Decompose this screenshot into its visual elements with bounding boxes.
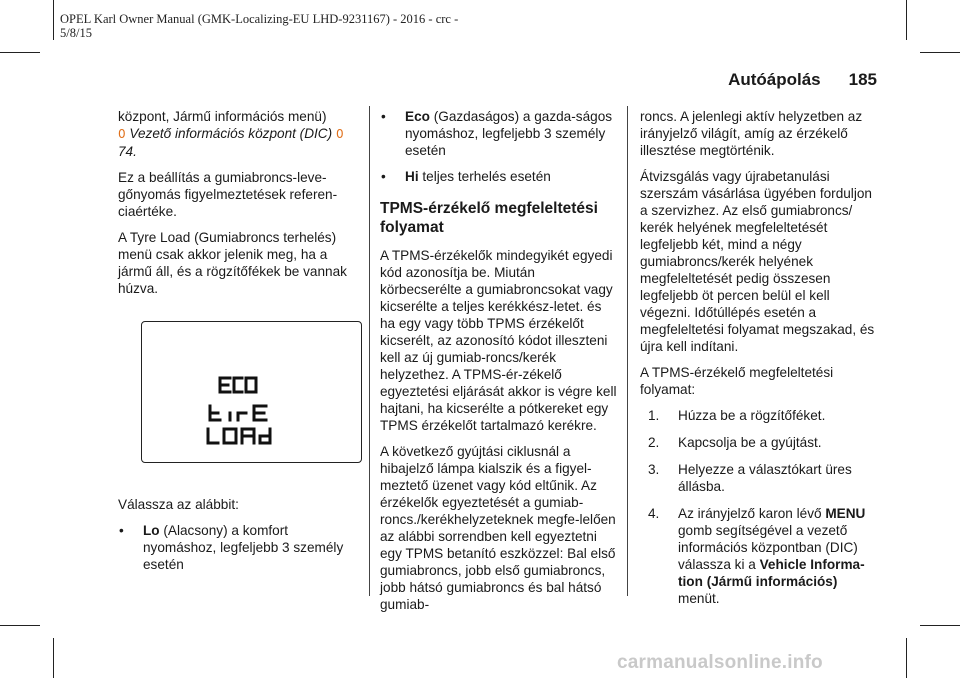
step-number: 1. bbox=[648, 408, 660, 423]
text: központ, Jármű információs menü) bbox=[118, 109, 327, 124]
tire-load-display-illustration bbox=[141, 321, 362, 463]
option-term: Eco bbox=[405, 109, 430, 124]
column-1-lower bbox=[118, 496, 363, 582]
list-item bbox=[380, 108, 618, 159]
crop-mark bbox=[906, 0, 907, 40]
bullet-icon: • bbox=[381, 169, 386, 184]
step-text: gomb segítségével a vezető információs központban (DIC) válassza ki a bbox=[678, 523, 858, 572]
paragraph: A TPMS-érzékelő megfeleltetési folyamat: bbox=[640, 365, 834, 397]
lcd-segment bbox=[208, 429, 270, 443]
document-header bbox=[60, 12, 458, 40]
crop-mark bbox=[0, 625, 40, 626]
option-description: (Gazdaságos) a gazda-ságos nyomáshoz, legfeljebb 3 személy esetén bbox=[405, 109, 613, 158]
step-item bbox=[640, 434, 880, 451]
option-description: (Alacsony) a komfort nyomáshoz, legfeljebb 3 személy esetén bbox=[143, 523, 344, 572]
arrow-icon: 0 bbox=[118, 127, 126, 141]
running-head bbox=[728, 70, 877, 90]
paragraph: A következő gyújtási ciklusnál a hibajelző lámpa kialszik és a figyel-meztető üzenet vagy kód eltűnik. Az érzékelők egyeztetését a gumiab-roncs./kerékhelyzeteknek megfe-lelően az alábbi sorrendben kell egyeztetni egy TPMS betanító eszközzel: Bal első gumiabroncs, jobb első gumiabroncs, jobb hátsó gumiabroncs és bal hátsó gumiab- bbox=[380, 444, 616, 612]
crop-mark bbox=[920, 52, 960, 53]
step-text: Az irányjelző karon lévő bbox=[678, 506, 826, 521]
menu-option-label: Vehicle Informa-tion (Jármű információs) bbox=[678, 557, 865, 589]
lcd-segment bbox=[210, 406, 266, 420]
crop-mark bbox=[920, 625, 960, 626]
paragraph: A TPMS-érzékelők mindegyikét egyedi kód azonosítja be. Miután körbecserélte a gumiabroncsokat vagy kicserélte a teljes kerékkész-letet. és ha egy vagy több TPMS érzékelőt kicserélt, az azonosító kódot illeszteni kell az új gumiab-roncs/kerék helyzethez. A TPMS-ér-zékelő egyeztetési eljárását akkor is végre kell hajtani, ha kicserélte a pótkereket egy TPMS érzékelőt tartalmazó kerékre. bbox=[380, 248, 617, 433]
option-term: Lo bbox=[143, 523, 160, 538]
doc-header-line2: 5/8/15 bbox=[60, 26, 92, 40]
column-1 bbox=[118, 108, 363, 306]
section-heading: TPMS-érzékelő megfeleltetési folyamat bbox=[380, 200, 598, 236]
step-number: 4. bbox=[648, 506, 660, 521]
step-number: 2. bbox=[648, 435, 660, 450]
page-number: 185 bbox=[848, 70, 877, 89]
doc-header-line1: OPEL Karl Owner Manual (GMK-Localizing-EU LHD-9231167) - 2016 - crc - bbox=[60, 12, 459, 26]
list-item bbox=[380, 168, 618, 185]
paragraph: roncs. A jelenlegi aktív helyzetben az irányjelző világít, amíg az érzékelő illesztése megtörténik. bbox=[640, 109, 863, 158]
arrow-icon: 0 bbox=[335, 127, 344, 141]
bullet-icon: • bbox=[119, 523, 124, 538]
paragraph: Átvizsgálás vagy újrabetanulási szerszám vásárlása ügyében forduljon a szervizhez. Az első gumiabroncs/ kerék helyének megfeleltetését legfeljebb két, mind a négy gumiabroncs/kerék helyének megfeleltetését pedig összesen legfeljebb öt percen belül el kell végezni. Időtúllépés esetén a megfeleltetési folyamat megszakad, és újra kell indítani. bbox=[640, 169, 875, 354]
lcd-segment bbox=[220, 378, 256, 392]
crop-mark bbox=[53, 638, 54, 678]
column-divider bbox=[627, 106, 628, 596]
step-item bbox=[640, 505, 880, 607]
cross-reference-link[interactable]: Vezető információs központ (DIC) bbox=[129, 126, 333, 141]
option-description: teljes terhelés esetén bbox=[418, 169, 551, 184]
crop-mark bbox=[53, 0, 54, 40]
punctuation: . bbox=[133, 144, 137, 159]
lcd-segment-display bbox=[142, 322, 360, 461]
column-3 bbox=[640, 108, 880, 617]
step-text: Helyezze a választókart üres állásba. bbox=[678, 462, 852, 494]
column-2 bbox=[380, 108, 618, 622]
paragraph bbox=[118, 108, 363, 160]
paragraph: Ez a beállítás a gumiabroncs-leve-gőnyomás figyelmeztetések referen-ciaértéke. bbox=[118, 170, 338, 219]
list-item bbox=[118, 522, 363, 573]
step-item bbox=[640, 407, 880, 424]
paragraph: A Tyre Load (Gumiabroncs terhelés) menü csak akkor jelenik meg, ha a jármű áll, és a rögzítőfékek be vannak húzva. bbox=[118, 230, 347, 296]
option-term: Hi bbox=[405, 169, 419, 184]
step-text: Húzza be a rögzítőféket. bbox=[678, 408, 826, 423]
crop-mark bbox=[0, 52, 40, 53]
menu-button-label: MENU bbox=[825, 506, 866, 521]
step-text: menüt. bbox=[678, 591, 720, 606]
step-item bbox=[640, 461, 880, 495]
bullet-icon: • bbox=[381, 109, 386, 124]
site-watermark: carmanualsonline.info bbox=[617, 652, 823, 673]
column-divider bbox=[369, 106, 370, 596]
step-number: 3. bbox=[648, 462, 660, 477]
crop-mark bbox=[906, 638, 907, 678]
page-reference-link[interactable]: 74 bbox=[118, 144, 134, 159]
step-text: Kapcsolja be a gyújtást. bbox=[678, 435, 822, 450]
paragraph: Válassza az alábbit: bbox=[118, 497, 239, 512]
section-title: Autóápolás bbox=[728, 70, 821, 89]
